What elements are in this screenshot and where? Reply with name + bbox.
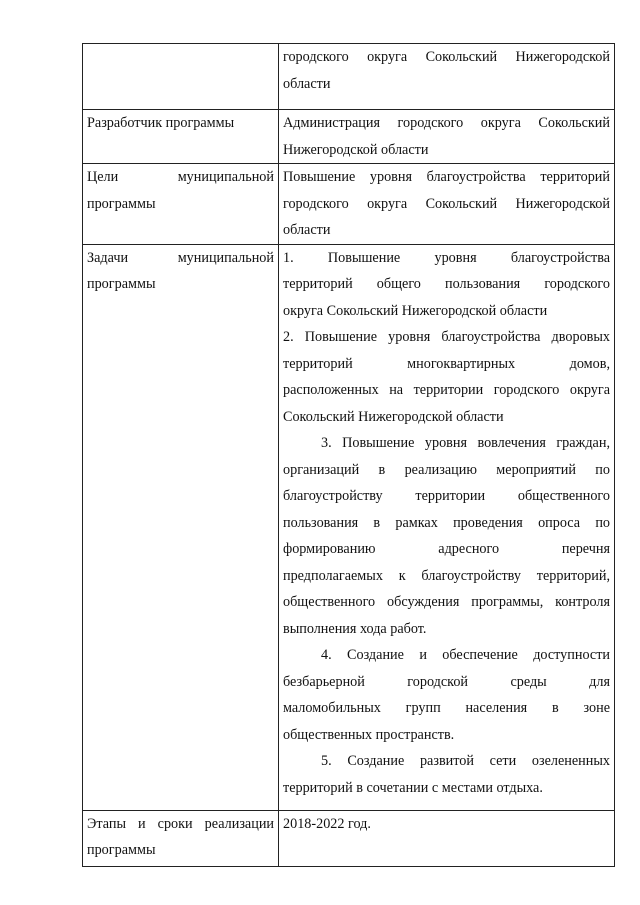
text-line: программы	[87, 842, 156, 858]
text-line: программы	[87, 195, 156, 212]
row-label-cell	[83, 164, 279, 245]
paragraph	[283, 430, 610, 642]
table-row	[83, 810, 615, 866]
text-line: городского округа Сокольский Нижегородской	[283, 195, 610, 212]
row-label-cell	[83, 810, 279, 866]
row-label-cell	[83, 244, 279, 810]
text-line: выполнения хода работ.	[283, 620, 427, 637]
paragraph	[283, 748, 610, 801]
table-row	[83, 44, 615, 110]
text-line: благоустройству территории общественного	[283, 488, 610, 504]
program-passport-table	[82, 43, 615, 867]
paragraph	[283, 44, 610, 97]
text-line: безбарьерной городской среды для	[283, 673, 610, 690]
text-line: организаций в реализацию мероприятий по	[283, 461, 610, 478]
text-line: 5. Создание развитой сети озелененных	[321, 753, 610, 769]
text-line: Этапы и сроки реализации	[87, 815, 274, 832]
text-line: 2018-2022 год.	[283, 815, 371, 832]
row-label-cell	[83, 110, 279, 164]
paragraph	[283, 245, 610, 325]
text-line: Разработчик программы	[87, 115, 235, 131]
text-line: пользования в рамках проведения опроса по	[283, 514, 610, 531]
row-content-cell	[279, 810, 615, 866]
row-content-cell	[279, 44, 615, 110]
paragraph	[283, 324, 610, 430]
text-line: общественного обсуждения программы, контроля	[283, 594, 610, 610]
paragraph	[283, 811, 610, 838]
row-content-cell	[279, 110, 615, 164]
text-line: Сокольский Нижегородской области	[283, 408, 504, 425]
paragraph	[283, 164, 610, 244]
text-line: 3. Повышение уровня вовлечения граждан,	[321, 435, 610, 451]
text-line: маломобильных групп населения в зоне	[283, 700, 610, 716]
paragraph	[283, 642, 610, 748]
text-line: округа Сокольский Нижегородской области	[283, 302, 548, 319]
text-line: программы	[87, 276, 156, 292]
text-line: Повышение уровня благоустройства территорий	[283, 169, 610, 185]
text-line: 4. Создание и обеспечение доступности	[321, 647, 610, 663]
text-line: формированию адресного перечня	[283, 541, 610, 557]
text-line: городского округа Сокольский Нижегородской	[283, 49, 610, 65]
text-line: Задачи муниципальной	[87, 249, 274, 266]
table-body	[83, 44, 615, 867]
row-label-cell	[83, 44, 279, 110]
text-line: области	[283, 222, 331, 238]
text-line: Цели муниципальной	[87, 169, 274, 185]
text-line: расположенных на территории городского округа	[283, 382, 610, 398]
table-row	[83, 110, 615, 164]
text-line: Администрация городского округа Сокольский	[283, 115, 610, 131]
text-line: 2. Повышение уровня благоустройства дворовых	[283, 329, 610, 345]
text-line: предполагаемых к благоустройству территорий,	[283, 567, 610, 584]
text-line: территорий в сочетании с местами отдыха.	[283, 779, 543, 796]
text-line: общественных пространств.	[283, 726, 455, 743]
text-line: территорий многоквартирных домов,	[283, 355, 610, 372]
row-content-cell	[279, 164, 615, 245]
row-content-cell	[279, 244, 615, 810]
text-line: 1. Повышение уровня благоустройства	[283, 249, 610, 266]
paragraph	[283, 110, 610, 163]
text-line: территорий общего пользования городского	[283, 276, 610, 292]
table-row	[83, 244, 615, 810]
text-line: Нижегородской области	[283, 141, 429, 158]
table-row	[83, 164, 615, 245]
text-line: области	[283, 75, 331, 92]
